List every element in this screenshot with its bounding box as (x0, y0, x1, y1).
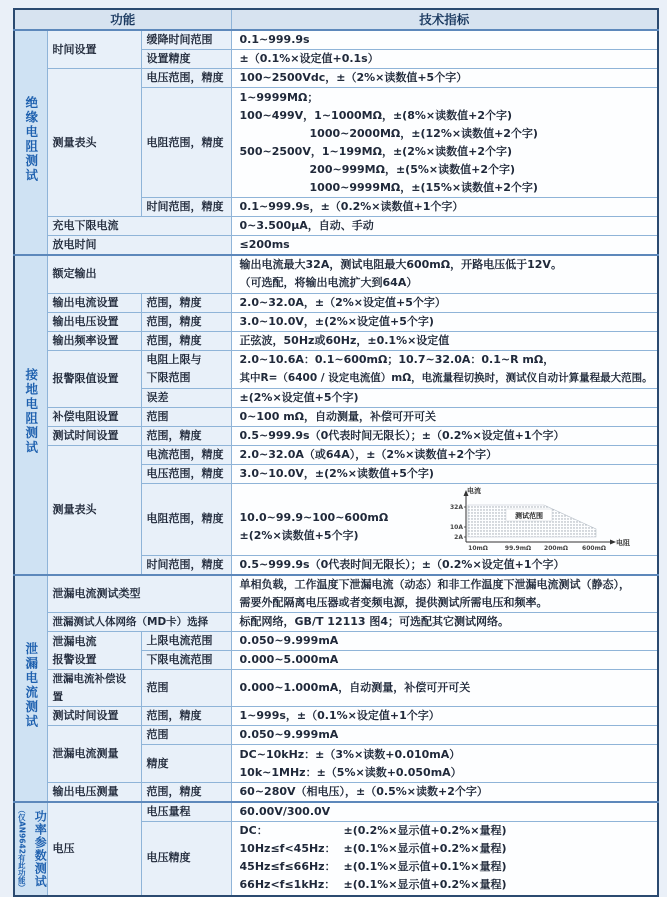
row-label: 时间范围，精度 (141, 198, 231, 217)
row-group-label: 报警限值设置 (47, 350, 141, 407)
row-value: 1~999s，±（0.1%×设定值+1个字） (231, 707, 658, 726)
row-value: 0.000~1.000mA，自动测量，补偿可开可关 (231, 670, 658, 707)
row-value: 0~3.500μA，自动、手动 (231, 217, 658, 236)
row-value (231, 822, 658, 896)
accuracy-value: ±(0.1%×显示值+0.1%×量程) (343, 860, 507, 874)
row-value: 3.0~10.0V，±(2%×读数值+5个字) (231, 464, 658, 483)
chart-y-tick: 32A (450, 503, 464, 511)
table-row (14, 426, 658, 445)
spec-table (13, 8, 659, 897)
section-label-text: 泄漏电流测试 (23, 641, 39, 729)
row-label: 电压范围，精度 (141, 464, 231, 483)
table-row (14, 30, 658, 50)
row-sublabel: 范围 (141, 670, 231, 707)
ground-test-range-chart (426, 485, 631, 555)
row-value: 0.000~5.000mA (231, 651, 658, 670)
row-label: 泄漏测试人体网络（MD卡）选择 (47, 613, 231, 632)
section-label-ground (14, 255, 47, 575)
section-label-leakage (14, 575, 47, 803)
row-label: 电阻范围，精度 (141, 483, 231, 555)
row-label: 放电时间 (47, 236, 231, 256)
row-sublabel: 范围 (141, 407, 231, 426)
row-sublabel: 精度 (141, 745, 231, 783)
label-line: 电阻上限与 (146, 353, 202, 366)
value-line: 1000~2000MΩ，±(12%×读数值+2个字) (309, 126, 538, 140)
row-value: 60.00V/300.0V (231, 802, 658, 822)
table-row (14, 802, 658, 822)
row-label: 设置精度 (141, 50, 231, 69)
section-label-text: 功率参数测试 (33, 809, 48, 888)
chart-x-tick: 200mΩ (544, 544, 568, 552)
row-label: 电阻范围，精度 (141, 88, 231, 198)
row-sublabel: 范围 (141, 726, 231, 745)
table-row (14, 575, 658, 613)
row-value: ±（0.1%×设定值+0.1s） (231, 50, 658, 69)
row-value: 0.050~9.999mA (231, 726, 658, 745)
value-line: 100~499V，1~1000MΩ，±(8%×读数值+2个字) (239, 108, 513, 122)
value-line (240, 858, 650, 876)
chart-x-tick: 10mΩ (468, 544, 488, 552)
row-value (231, 745, 658, 783)
row-label: 时间范围，精度 (141, 555, 231, 575)
table-row (14, 255, 658, 293)
value-line: 需要外配隔离电压器或者变频电源，提供测试所需电压和频率。 (239, 595, 548, 609)
table-row (14, 312, 658, 331)
row-value: 0~100 mΩ，自动测量，补偿可开可关 (231, 407, 658, 426)
table-row (14, 613, 658, 632)
row-label: 电压精度 (141, 822, 231, 896)
value-line: 1000~9999MΩ，±(15%×读数值+2个字) (309, 180, 538, 194)
row-value: 0.5~999.9s（0代表时间无限长）；±（0.2%×设定值+1个字） (231, 555, 658, 575)
row-sublabel: 上限电流范围 (141, 632, 231, 651)
value-line: 200~999MΩ，±(5%×读数值+2个字) (309, 162, 516, 176)
row-group-label: 电压 (47, 802, 141, 896)
table-row (14, 236, 658, 256)
row-value: 2.0~32.0A，±（2%×设定值+5个字） (231, 293, 658, 312)
table-row (14, 331, 658, 350)
label-line: 报警设置 (52, 652, 97, 666)
col-header-spec: 技术指标 (231, 9, 658, 30)
value-line: 1~9999MΩ； (239, 90, 319, 104)
value-line: 单相负载，工作温度下泄漏电流（动态）和非工作温度下泄漏电流测试（静态）， (239, 577, 631, 591)
col-header-function: 功能 (14, 9, 231, 30)
row-sublabel: 范围，精度 (141, 426, 231, 445)
table-row (14, 350, 658, 388)
table-row (14, 293, 658, 312)
row-group-label: 泄漏电流测量 (47, 726, 141, 783)
accuracy-value: ±(0.1%×显示值+0.2%×量程) (343, 842, 507, 856)
row-value (231, 575, 658, 613)
section-note-text: （仅AN9642有此功能） (17, 806, 27, 892)
chart-x-tick: 99.9mΩ (504, 544, 532, 552)
chart-region-label: 测试范围 (515, 511, 544, 520)
table-row (14, 217, 658, 236)
row-sublabel: 范围，精度 (141, 293, 231, 312)
row-label: 测试时间设置 (47, 707, 141, 726)
row-sublabel: 范围，精度 (141, 783, 231, 803)
row-label: 输出电压测量 (47, 783, 141, 803)
value-line: （可选配，将输出电流扩大到64A） (239, 276, 418, 290)
row-label: 电压范围，精度 (141, 69, 231, 88)
chart-x-tick: 600mΩ (582, 544, 606, 552)
chart-y-axis-label: 电流 (467, 486, 482, 495)
table-row (14, 69, 658, 88)
label-line: 下限范围 (146, 371, 191, 384)
section-label-power (14, 802, 47, 896)
row-sublabel: 范围，精度 (141, 707, 231, 726)
section-label-text: 绝缘电阻测试 (23, 96, 39, 183)
value-line: ±(2%×读数值+5个字) (239, 528, 359, 542)
row-label: 输出电流设置 (47, 293, 141, 312)
row-value: 0.1~999.9s (231, 30, 658, 50)
frequency-band: 66Hz<f≤1kHz： (239, 878, 336, 892)
value-line (240, 876, 650, 894)
table-header-row (14, 9, 658, 30)
label-line: 泄漏电流 (52, 634, 97, 648)
row-sublabel (141, 350, 231, 388)
row-value (231, 350, 658, 388)
section-label-text: 接地电阻测试 (23, 368, 39, 456)
chart-y-tick: 2A (454, 533, 464, 541)
value-line: 2.0~10.6A：0.1~600mΩ；10.7~32.0A：0.1~R mΩ， (239, 353, 555, 366)
value-line: 10.0~99.9~100~600mΩ (239, 510, 389, 524)
row-label: 额定输出 (47, 255, 231, 293)
spec-sheet (13, 8, 659, 897)
value-line: DC~10kHz：±（3%×读数+0.010mA） (239, 747, 461, 761)
row-sublabel: 下限电流范围 (141, 651, 231, 670)
row-label: 输出频率设置 (47, 331, 141, 350)
value-line (240, 840, 650, 858)
row-value: ≤200ms (231, 236, 658, 256)
row-value: 标配网络，GB/T 12113 图4；可选配其它测试网络。 (231, 613, 658, 632)
row-sublabel: 范围，精度 (141, 331, 231, 350)
row-value: 正弦波，50Hz或60Hz，±0.1%×设定值 (231, 331, 658, 350)
chart-y-tick: 10A (450, 523, 464, 531)
frequency-band: 10Hz≤f<45Hz： (239, 842, 336, 856)
value-line: 其中R=（6400 / 设定电流值）mΩ，电流量程切换时，测试仪自动计算量程最大范围。 (239, 372, 653, 384)
row-value: 100~2500Vdc，±（2%×读数值+5个字） (231, 69, 658, 88)
frequency-band: 45Hz≤f≤66Hz： (239, 860, 336, 874)
table-row (14, 632, 658, 651)
row-group-label (47, 632, 141, 670)
row-value: 0.5~999.9s（0代表时间无限长）；±（0.2%×设定值+1个字） (231, 426, 658, 445)
row-label: 泄漏电流补偿设置 (47, 670, 141, 707)
accuracy-value: ±(0.1%×显示值+0.2%×量程) (343, 878, 507, 892)
row-value: 2.0~32.0A（或64A），±（2%×读数值+2个字） (231, 445, 658, 464)
row-label: 输出电压设置 (47, 312, 141, 331)
accuracy-value: ±(0.2%×显示值+0.2%×量程) (343, 824, 507, 838)
section-label-insulation (14, 30, 47, 255)
row-value: ±(2%×设定值+5个字) (231, 388, 658, 407)
table-row (14, 670, 658, 707)
value-line: 10k~1MHz：±（5%×读数+0.050mA） (239, 765, 462, 779)
value-line (240, 822, 650, 840)
row-sublabel: 范围，精度 (141, 312, 231, 331)
table-row (14, 707, 658, 726)
row-value (231, 483, 658, 555)
table-row (14, 726, 658, 745)
value-line: 500~2500V，1~199MΩ，±(2%×读数值+2个字) (239, 144, 513, 158)
row-label: 电流范围，精度 (141, 445, 231, 464)
table-row (14, 783, 658, 803)
row-value: 0.050~9.999mA (231, 632, 658, 651)
row-label: 电压量程 (141, 802, 231, 822)
row-group-label: 测量表头 (47, 69, 141, 217)
row-value: 0.1~999.9s，±（0.2%×读数值+1个字） (231, 198, 658, 217)
row-label: 泄漏电流测试类型 (47, 575, 231, 613)
row-label: 补偿电阻设置 (47, 407, 141, 426)
row-value: 60~280V（相电压），±（0.5%×读数+2个字） (231, 783, 658, 803)
row-label: 缓降时间范围 (141, 30, 231, 50)
table-row (14, 407, 658, 426)
row-group-label: 测量表头 (47, 445, 141, 575)
row-sublabel: 误差 (141, 388, 231, 407)
row-value (231, 255, 658, 293)
row-value: 3.0~10.0V，±(2%×设定值+5个字) (231, 312, 658, 331)
table-row (14, 445, 658, 464)
chart-x-axis-label: 电阻 (616, 538, 631, 547)
frequency-band: DC： (239, 824, 268, 838)
row-label: 测试时间设置 (47, 426, 141, 445)
value-line: 输出电流最大32A，测试电阻最大600mΩ，开路电压低于12V。 (239, 258, 562, 272)
row-value (231, 88, 658, 198)
row-group-label: 时间设置 (47, 30, 141, 69)
row-label: 充电下限电流 (47, 217, 231, 236)
